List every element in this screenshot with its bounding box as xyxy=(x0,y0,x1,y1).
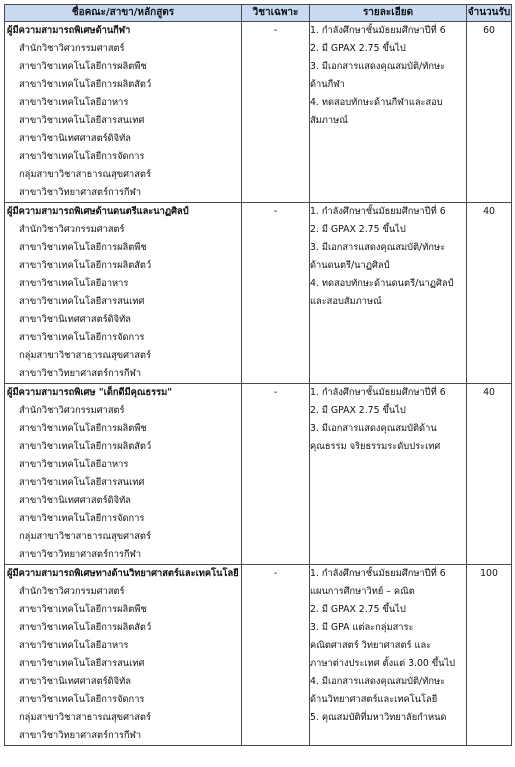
program-item: สาขาวิชาเทคโนโลยีการจัดการ xyxy=(19,513,145,524)
detail-line: 2. มี GPAX 2.75 ขึ้นไป xyxy=(310,604,406,615)
program-item: สาขาวิชาเทคโนโลยีอาหาร xyxy=(19,640,129,651)
special-subject-cell: - xyxy=(242,203,310,384)
section-title: ผู้มีความสามารถพิเศษด้านกีฬา xyxy=(7,25,131,36)
count-cell: 100 xyxy=(467,565,512,746)
program-item: สาขาวิชาเทคโนโลยีการจัดการ xyxy=(19,332,145,343)
detail-line: 1. กำลังศึกษาชั้นมัธยมศึกษาปีที่ 6 xyxy=(310,206,446,217)
program-item: สาขาวิชาเทคโนโลยีการจัดการ xyxy=(19,151,145,162)
table-row xyxy=(5,384,512,565)
detail-line: แผนการศึกษาวิทย์ – คณิต xyxy=(310,586,415,597)
program-item: สาขาวิชาเทคโนโลยีอาหาร xyxy=(19,459,129,470)
count-cell: 60 xyxy=(467,22,512,203)
detail-line: 3. มีเอกสารแสดงคุณสมบัติ/ทักษะ xyxy=(310,61,446,72)
special-subject-cell: - xyxy=(242,565,310,746)
program-item: สาขาวิชาเทคโนโลยีอาหาร xyxy=(19,97,129,108)
program-item: สาขาวิชาเทคโนโลยีการผลิตสัตว์ xyxy=(19,441,152,452)
detail-line: 1. กำลังศึกษาชั้นมัธยมศึกษาปีที่ 6 xyxy=(310,568,446,579)
header-detail: รายละเอียด xyxy=(310,5,467,22)
faculty-cell xyxy=(5,203,242,384)
faculty-cell xyxy=(5,384,242,565)
program-item: สำนักวิชาวิศวกรรมศาสตร์ xyxy=(19,405,125,416)
detail-line: 3. มีเอกสารแสดงคุณสมบัติด้าน xyxy=(310,423,437,434)
program-item: กลุ่มสาขาวิชาสาธารณสุขศาสตร์ xyxy=(19,350,151,361)
special-subject-cell: - xyxy=(242,384,310,565)
faculty-cell xyxy=(5,565,242,746)
program-item: สาขาวิชาเทคโนโลยีการผลิตพืช xyxy=(19,242,147,253)
faculty-cell xyxy=(5,22,242,203)
header-faculty: ชื่อคณะ/สาขา/หลักสูตร xyxy=(5,5,242,22)
program-item: สาขาวิชาเทคโนโลยีสารสนเทศ xyxy=(19,115,145,126)
table-row xyxy=(5,565,512,746)
detail-line: คุณธรรม จริยธรรมระดับประเทศ xyxy=(310,441,441,452)
section-title: ผู้มีความสามารถพิเศษ "เด็กดีมีคุณธรรม" xyxy=(7,387,173,398)
program-item: สาขาวิชาเทคโนโลยีสารสนเทศ xyxy=(19,296,145,307)
table-header-row xyxy=(5,5,512,22)
program-item: สาขาวิชานิเทศศาสตร์ดิจิทัล xyxy=(19,676,131,687)
program-item: สาขาวิชาเทคโนโลยีอาหาร xyxy=(19,278,129,289)
program-item: สาขาวิชาวิทยาศาสตร์การกีฬา xyxy=(19,549,142,560)
detail-cell xyxy=(310,203,467,384)
program-item: สาขาวิชาเทคโนโลยีสารสนเทศ xyxy=(19,477,145,488)
program-item: สาขาวิชาวิทยาศาสตร์การกีฬา xyxy=(19,730,142,741)
detail-line: 1. กำลังศึกษาชั้นมัธยมศึกษาปีที่ 6 xyxy=(310,387,446,398)
detail-line: คณิตศาสตร์ วิทยาศาสตร์ และ xyxy=(310,640,432,651)
detail-line: ด้านดนตรี/นาฏศิลป์ xyxy=(310,260,390,271)
detail-line: 4. มีเอกสารแสดงคุณสมบัติ/ทักษะ xyxy=(310,676,446,687)
program-item: สาขาวิชาเทคโนโลยีการจัดการ xyxy=(19,694,145,705)
program-item: สาขาวิชาเทคโนโลยีการผลิตพืช xyxy=(19,423,147,434)
program-item: สำนักวิชาวิศวกรรมศาสตร์ xyxy=(19,224,125,235)
detail-line: 3. มีเอกสารแสดงคุณสมบัติ/ทักษะ xyxy=(310,242,446,253)
detail-line: และสอบสัมภาษณ์ xyxy=(310,296,382,307)
detail-line: 4. ทดสอบทักษะด้านดนตรี/นาฏศิลป์ xyxy=(310,278,454,289)
program-item: สาขาวิชาเทคโนโลยีสารสนเทศ xyxy=(19,658,145,669)
count-cell: 40 xyxy=(467,203,512,384)
detail-line: ด้านกีฬา xyxy=(310,79,345,90)
detail-cell xyxy=(310,22,467,203)
program-item: กลุ่มสาขาวิชาสาธารณสุขศาสตร์ xyxy=(19,169,151,180)
detail-cell xyxy=(310,565,467,746)
detail-cell xyxy=(310,384,467,565)
count-cell: 40 xyxy=(467,384,512,565)
detail-line: 2. มี GPAX 2.75 ขึ้นไป xyxy=(310,224,406,235)
program-item: สำนักวิชาวิศวกรรมศาสตร์ xyxy=(19,43,125,54)
detail-line: ภาษาต่างประเทศ ตั้งแต่ 3.00 ขึ้นไป xyxy=(310,658,456,669)
header-count: จำนวนรับ xyxy=(467,5,512,22)
section-title: ผู้มีความสามารถพิเศษด้านดนตรีและนาฏศิลป์ xyxy=(7,206,189,217)
admission-table xyxy=(4,4,512,746)
detail-line: 2. มี GPAX 2.75 ขึ้นไป xyxy=(310,43,406,54)
header-special-subject: วิชาเฉพาะ xyxy=(242,5,310,22)
detail-line: 1. กำลังศึกษาชั้นมัธยมศึกษาปีที่ 6 xyxy=(310,25,446,36)
detail-line: 4. ทดสอบทักษะด้านกีฬาและสอบ xyxy=(310,97,443,108)
detail-line: ด้านวิทยาศาสตร์และเทคโนโลยี xyxy=(310,694,438,705)
program-item: สาขาวิชาเทคโนโลยีการผลิตพืช xyxy=(19,61,147,72)
program-item: สาขาวิชานิเทศศาสตร์ดิจิทัล xyxy=(19,495,131,506)
program-item: สาขาวิชาวิทยาศาสตร์การกีฬา xyxy=(19,187,142,198)
detail-line: 5. คุณสมบัติที่มหาวิทยาลัยกำหนด xyxy=(310,712,447,723)
program-item: สาขาวิชาวิทยาศาสตร์การกีฬา xyxy=(19,368,142,379)
program-item: สำนักวิชาวิศวกรรมศาสตร์ xyxy=(19,586,125,597)
program-item: สาขาวิชานิเทศศาสตร์ดิจิทัล xyxy=(19,314,131,325)
detail-line: สัมภาษณ์ xyxy=(310,115,348,126)
program-item: สาขาวิชาเทคโนโลยีการผลิตสัตว์ xyxy=(19,79,152,90)
program-item: สาขาวิชาเทคโนโลยีการผลิตพืช xyxy=(19,604,147,615)
program-item: สาขาวิชานิเทศศาสตร์ดิจิทัล xyxy=(19,133,131,144)
program-item: สาขาวิชาเทคโนโลยีการผลิตสัตว์ xyxy=(19,260,152,271)
detail-line: 2. มี GPAX 2.75 ขึ้นไป xyxy=(310,405,406,416)
program-item: สาขาวิชาเทคโนโลยีการผลิตสัตว์ xyxy=(19,622,152,633)
table-row xyxy=(5,22,512,203)
table-body xyxy=(5,22,512,746)
section-title: ผู้มีความสามารถพิเศษทางด้านวิทยาศาสตร์และเทคโนโลยี xyxy=(7,568,239,579)
table-row xyxy=(5,203,512,384)
detail-line: 3. มี GPA แต่ละกลุ่มสาระ xyxy=(310,622,414,633)
program-item: กลุ่มสาขาวิชาสาธารณสุขศาสตร์ xyxy=(19,712,151,723)
special-subject-cell: - xyxy=(242,22,310,203)
program-item: กลุ่มสาขาวิชาสาธารณสุขศาสตร์ xyxy=(19,531,151,542)
